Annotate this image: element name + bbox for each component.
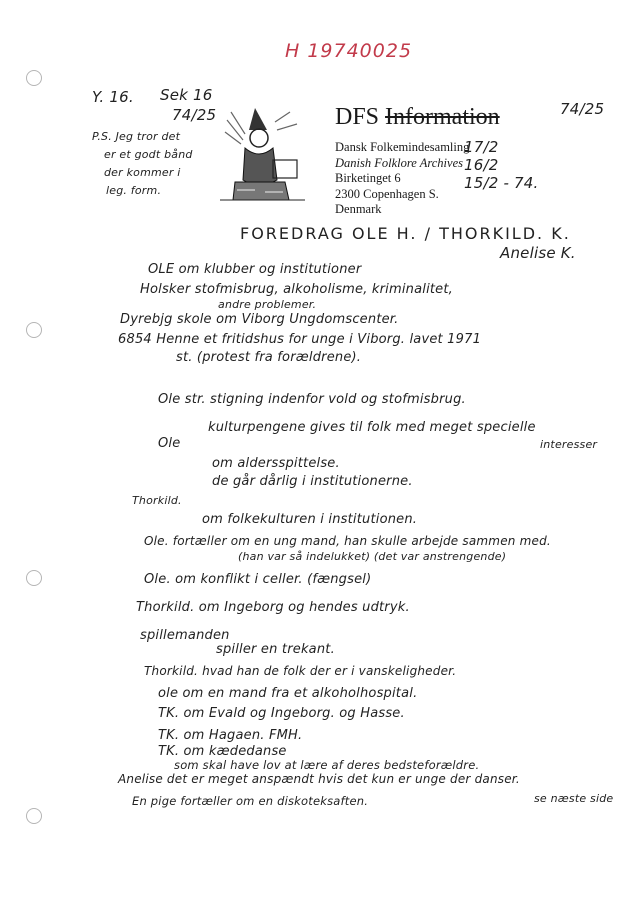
ref-left-2: Sek 16 (160, 86, 213, 104)
entry-line: Ole (158, 436, 181, 451)
punch-hole (26, 70, 42, 86)
entry-line: Thorkild. hvad han de folk der er i vanskeligheder. (144, 664, 457, 678)
margin-date: 17/2 (464, 138, 499, 156)
punch-hole (26, 570, 42, 586)
entry-line: som skal have lov at lære af deres bedsteforældre. (174, 758, 480, 772)
entry-line: OLE om klubber og institutioner (148, 262, 362, 277)
entry-line: (han var så indelukket) (det var anstrengende) (238, 550, 507, 563)
ps-line: P.S. Jeg tror det (92, 130, 181, 143)
entry-line: kulturpengene gives til folk med meget specielle (208, 420, 536, 435)
address-line: Danish Folklore Archives (335, 155, 463, 170)
entry-line: TK. om Hagaen. FMH. (158, 728, 303, 743)
topic-line: FOREDRAG OLE H. / THORKILD. K. (240, 224, 571, 243)
entry-line: TK. om kædedanse (158, 744, 287, 759)
margin-date: 15/2 - 74. (464, 174, 539, 192)
ref-fraction: 74/25 (172, 106, 217, 124)
punch-hole (26, 808, 42, 824)
letterhead-title (335, 104, 500, 131)
entry-line: Dyrebjg skole om Viborg Ungdomscenter. (120, 312, 399, 327)
corner-note: se næste side (534, 792, 614, 805)
ref-right: 74/25 (560, 100, 605, 118)
entry-line: Anelise det er meget anspændt hvis det kun er unge der danser. (118, 772, 520, 786)
entry-line: Thorkild. (132, 494, 182, 507)
entry-line: andre problemer. (218, 298, 317, 311)
entry-line: st. (protest fra forældrene). (176, 350, 362, 365)
address-line: Birketinget 6 (335, 171, 401, 185)
margin-date: 16/2 (464, 156, 499, 174)
entry-line: En pige fortæller om en diskoteksaften. (132, 794, 369, 808)
entry-line: interesser (540, 438, 598, 451)
entry-line: de går dårlig i institutionerne. (212, 474, 413, 489)
entry-line: spiller en trekant. (216, 642, 335, 657)
ps-line: leg. form. (106, 184, 162, 197)
entry-line: om aldersspittelse. (212, 456, 340, 471)
letterhead-address (335, 140, 469, 218)
letterhead-title-prefix: DFS (335, 104, 380, 130)
topic-subline: Anelise K. (500, 244, 576, 262)
address-line: 2300 Copenhagen S. (335, 186, 439, 201)
entry-line: Ole str. stigning indenfor vold og stofmisbrug. (158, 392, 466, 407)
entry-line: Ole. om konflikt i celler. (fængsel) (144, 572, 372, 587)
entry-line: Thorkild. om Ingeborg og hendes udtryk. (136, 600, 410, 615)
entry-line: TK. om Evald og Ingeborg. og Hasse. (158, 706, 405, 721)
punch-hole (26, 322, 42, 338)
ref-left-1: Y. 16. (92, 88, 134, 106)
entry-line: 6854 Henne et fritidshus for unge i Viborg. lavet 1971 (118, 332, 482, 347)
ps-line: der kommer i (104, 166, 181, 179)
entry-line: Holsker stofmisbrug, alkoholisme, kriminalitet, (140, 282, 454, 297)
entry-line: Ole. fortæller om en ung mand, han skulle arbejde sammen med. (144, 534, 551, 548)
ps-note (92, 128, 193, 200)
entry-line: om folkekulturen i institutionen. (202, 512, 418, 527)
address-line: Denmark (335, 202, 382, 216)
dfs-logo-illustration (215, 100, 310, 215)
address-line: Dansk Folkemindesamling (335, 140, 470, 154)
letterhead-title-struck: Information (385, 104, 500, 130)
entry-line: spillemanden (140, 628, 230, 643)
ps-line: er et godt bånd (104, 148, 193, 161)
archive-id: H 19740025 (285, 40, 413, 62)
entry-line: ole om en mand fra et alkoholhospital. (158, 686, 418, 701)
